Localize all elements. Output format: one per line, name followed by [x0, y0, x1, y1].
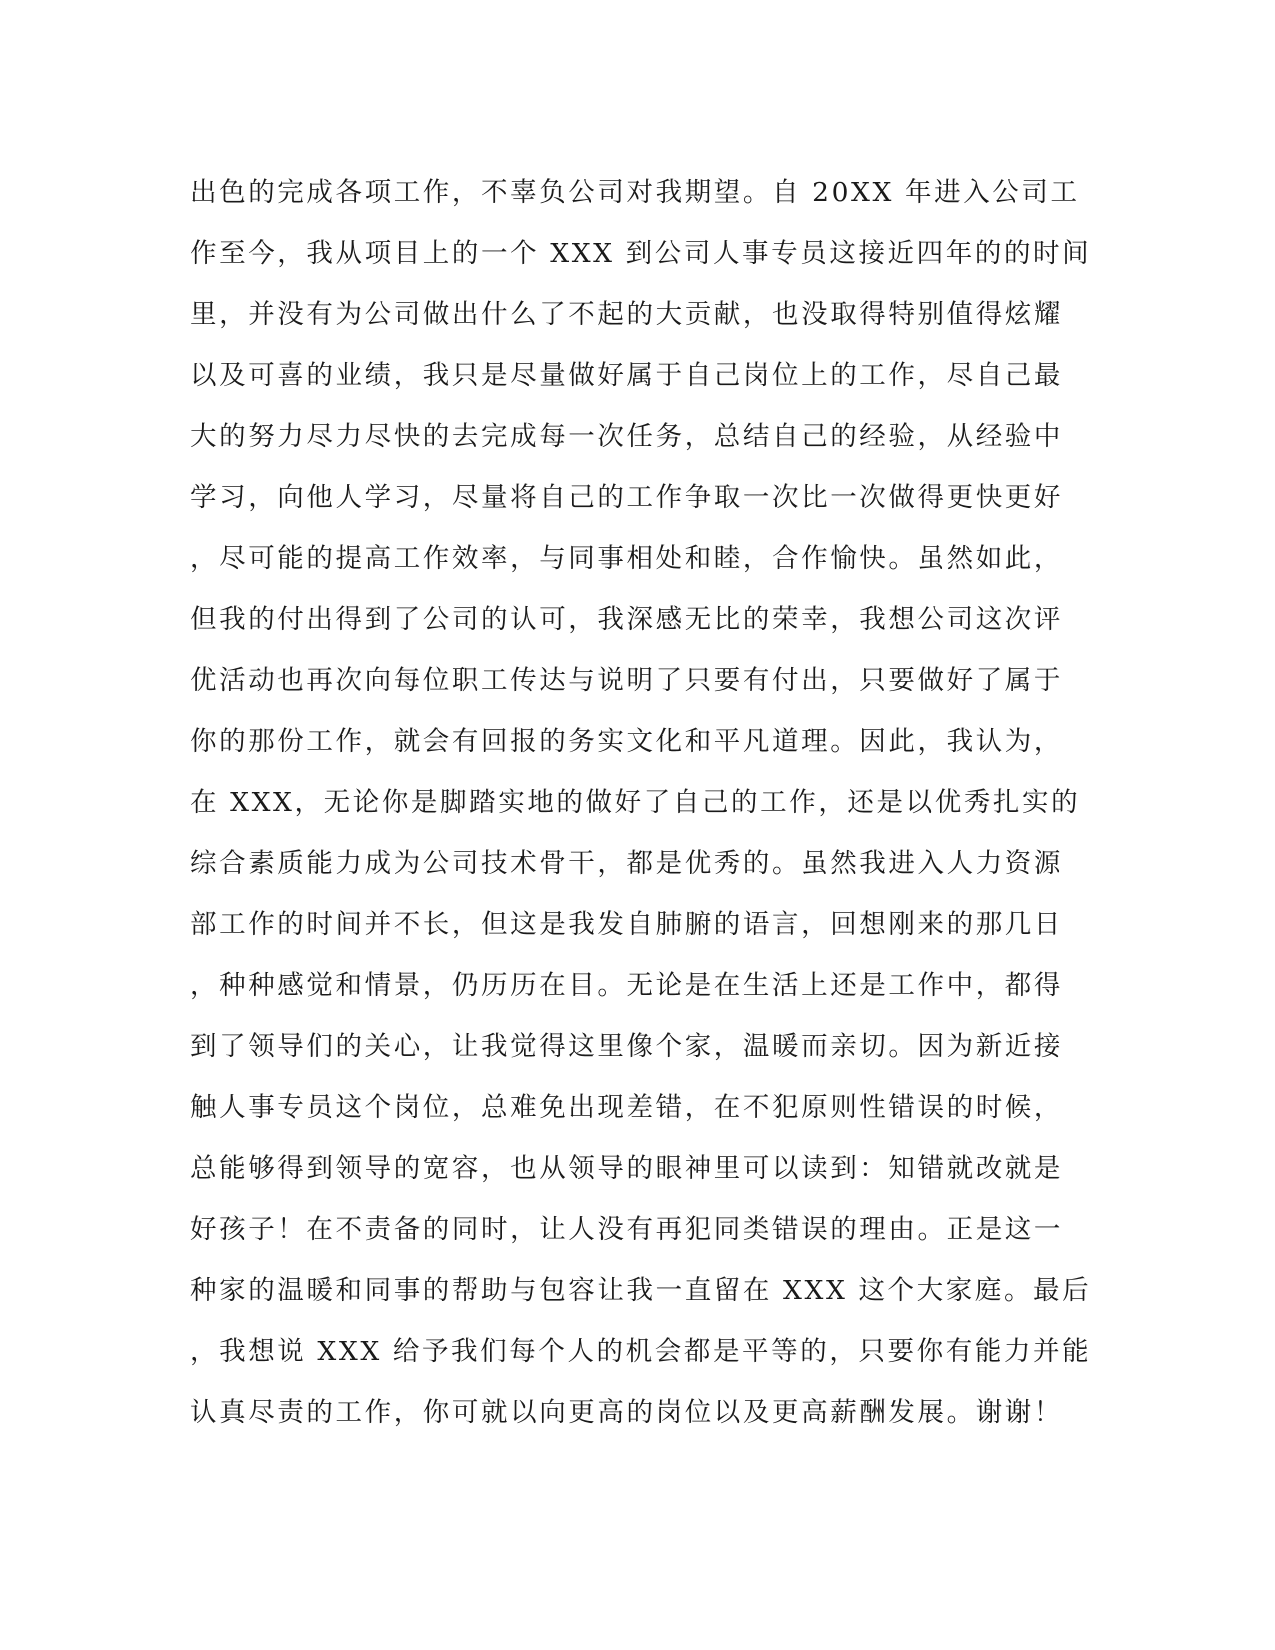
text-line: 在 XXX，无论你是脚踏实地的做好了自己的工作，还是以优秀扎实的 [190, 787, 1081, 818]
text-line: 到了领导们的关心，让我觉得这里像个家，温暖而亲切。因为新近接 [190, 1031, 1063, 1062]
text-line: 总能够得到领导的宽容，也从领导的眼神里可以读到：知错就改就是 [190, 1153, 1063, 1184]
text-line: 但我的付出得到了公司的认可，我深感无比的荣幸，我想公司这次评 [190, 604, 1063, 635]
body-text [190, 162, 1090, 1443]
text-line: 综合素质能力成为公司技术骨干，都是优秀的。虽然我进入人力资源 [190, 848, 1063, 879]
text-line: 你的那份工作，就会有回报的务实文化和平凡道理。因此，我认为， [190, 726, 1063, 757]
text-line: 种家的温暖和同事的帮助与包容让我一直留在 XXX 这个大家庭。最后 [190, 1275, 1092, 1306]
text-line: 大的努力尽力尽快的去完成每一次任务，总结自己的经验，从经验中 [190, 421, 1063, 452]
text-line: 优活动也再次向每位职工传达与说明了只要有付出，只要做好了属于 [190, 665, 1063, 696]
text-line: ，尽可能的提高工作效率，与同事相处和睦，合作愉快。虽然如此， [190, 543, 1063, 574]
text-line: 以及可喜的业绩，我只是尽量做好属于自己岗位上的工作，尽自己最 [190, 360, 1063, 391]
text-line: 触人事专员这个岗位，总难免出现差错，在不犯原则性错误的时候， [190, 1092, 1063, 1123]
text-line: 里，并没有为公司做出什么了不起的大贡献，也没取得特别值得炫耀 [190, 299, 1063, 330]
text-line: 出色的完成各项工作，不辜负公司对我期望。自 20XX 年进入公司工 [190, 177, 1080, 208]
text-line: ，种种感觉和情景，仍历历在目。无论是在生活上还是工作中，都得 [190, 970, 1063, 1001]
text-line: ，我想说 XXX 给予我们每个人的机会都是平等的，只要你有能力并能 [190, 1336, 1092, 1367]
text-line: 好孩子！在不责备的同时，让人没有再犯同类错误的理由。正是这一 [190, 1214, 1063, 1245]
text-line: 作至今，我从项目上的一个 XXX 到公司人事专员这接近四年的的时间 [190, 238, 1092, 269]
text-line: 认真尽责的工作，你可就以向更高的岗位以及更高薪酬发展。谢谢！ [190, 1397, 1063, 1428]
text-line: 学习，向他人学习，尽量将自己的工作争取一次比一次做得更快更好 [190, 482, 1063, 513]
text-line: 部工作的时间并不长，但这是我发自肺腑的语言，回想刚来的那几日 [190, 909, 1063, 940]
